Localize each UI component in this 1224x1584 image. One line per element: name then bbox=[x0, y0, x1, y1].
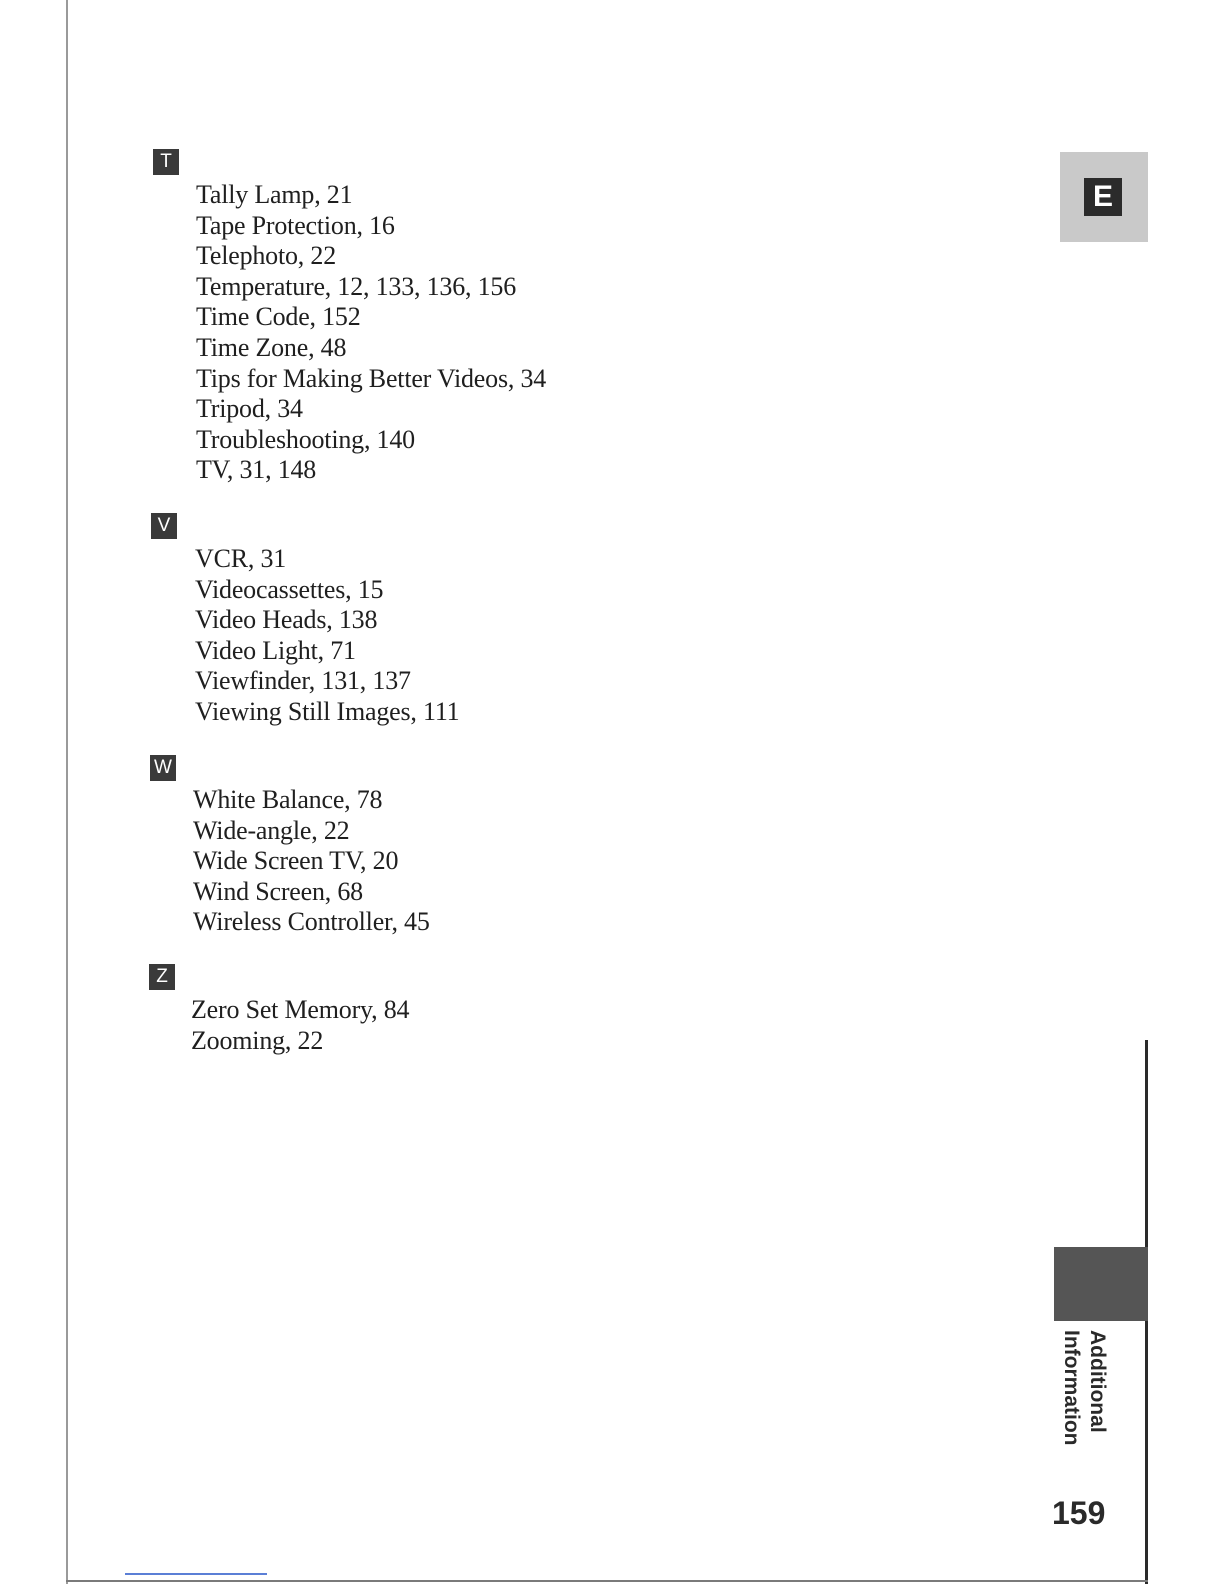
index-entry: Time Zone, 48 bbox=[196, 332, 347, 362]
language-letter: E bbox=[1084, 178, 1122, 216]
index-list-t bbox=[196, 180, 546, 486]
index-list-v bbox=[195, 544, 459, 728]
page-number: 159 bbox=[1052, 1495, 1106, 1531]
index-entry: Video Heads, 138 bbox=[195, 605, 378, 635]
page-edge-bottom bbox=[66, 1580, 1148, 1582]
page-edge-left bbox=[66, 0, 68, 1584]
index-entry: TV, 31, 148 bbox=[196, 455, 317, 485]
index-entry: Wide Screen TV, 20 bbox=[193, 846, 399, 876]
index-entry: Troubleshooting, 140 bbox=[196, 424, 415, 454]
index-entry: Time Code, 152 bbox=[196, 302, 361, 332]
index-entry: Video Light, 71 bbox=[195, 635, 356, 665]
index-entry: VCR, 31 bbox=[195, 544, 287, 573]
index-list-z bbox=[191, 995, 409, 1056]
index-letter-w: W bbox=[150, 755, 176, 781]
index-entry: Tally Lamp, 21 bbox=[196, 180, 353, 209]
section-tab bbox=[1054, 1247, 1148, 1321]
index-entry: Zooming, 22 bbox=[191, 1025, 324, 1055]
bottom-link-line bbox=[125, 1573, 267, 1575]
index-letter-v: V bbox=[151, 513, 177, 539]
index-list-w bbox=[193, 785, 430, 938]
index-entry: Tape Protection, 16 bbox=[196, 210, 395, 240]
index-entry: Wireless Controller, 45 bbox=[193, 907, 430, 937]
index-entry: Tripod, 34 bbox=[196, 394, 303, 424]
language-tab bbox=[1060, 152, 1148, 242]
index-entry: Videocassettes, 15 bbox=[195, 574, 384, 604]
index-entry: Wind Screen, 68 bbox=[193, 876, 363, 906]
index-entry: Zero Set Memory, 84 bbox=[191, 995, 410, 1024]
index-entry: Viewfinder, 131, 137 bbox=[195, 666, 411, 696]
section-label: Additional Information bbox=[1060, 1330, 1109, 1446]
index-letter-z: Z bbox=[149, 964, 175, 990]
index-letter-t: T bbox=[153, 149, 179, 175]
index-entry: Telephoto, 22 bbox=[196, 241, 336, 271]
index-entry: Tips for Making Better Videos, 34 bbox=[196, 363, 547, 393]
index-entry: White Balance, 78 bbox=[193, 785, 383, 814]
index-entry: Viewing Still Images, 111 bbox=[195, 696, 460, 726]
index-entry: Wide-angle, 22 bbox=[193, 815, 350, 845]
index-entry: Temperature, 12, 133, 136, 156 bbox=[196, 271, 516, 301]
